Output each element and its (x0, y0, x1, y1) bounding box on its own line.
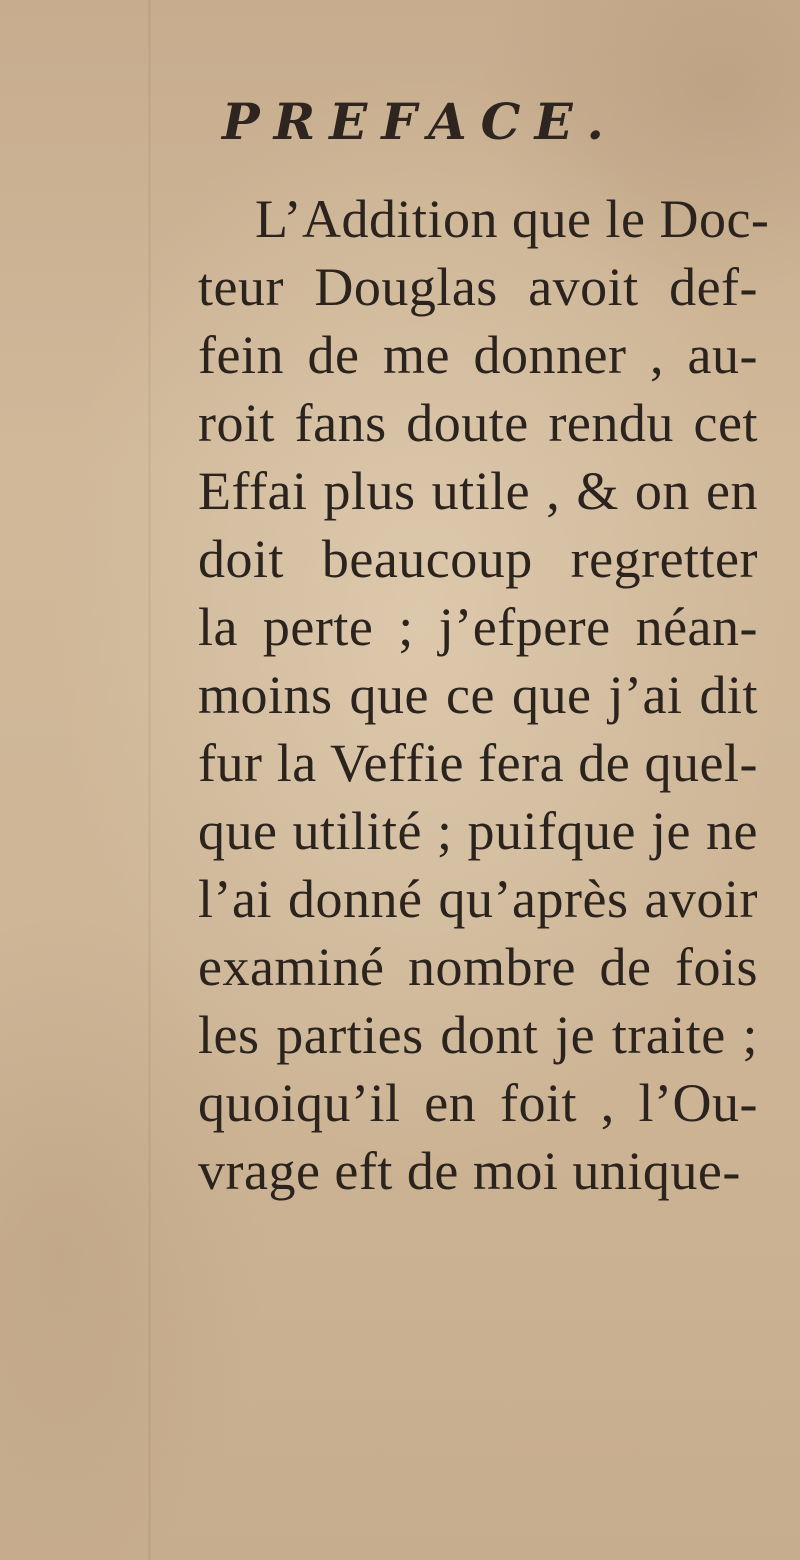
text-line: fur la Veffie fera de quel- (198, 733, 758, 793)
text-line: la perte ; j’efpere néan- (198, 597, 758, 657)
text-line: teur Douglas avoit def- (198, 257, 758, 317)
text-line: moins que ce que j’ai dit (198, 665, 758, 725)
text-line: examiné nombre de fois (198, 937, 758, 997)
text-line: fein de me donner , au- (198, 325, 758, 385)
text-line: les parties dont je traite ; (198, 1005, 758, 1065)
page-crease (148, 0, 151, 1560)
text-line: L’Addition que le Doc- (255, 189, 770, 249)
text-line: doit beaucoup regretter (198, 529, 758, 589)
page-title: PREFACE. (222, 92, 618, 151)
text-line: Effai plus utile , & on en (198, 461, 758, 521)
text-line: l’ai donné qu’après avoir (198, 869, 758, 929)
text-line: vrage eft de moi unique- (198, 1141, 741, 1201)
text-line: quoiqu’il en foit , l’Ou- (198, 1073, 758, 1133)
text-line: que utilité ; puifque je ne (198, 801, 758, 861)
text-line: roit fans doute rendu cet (198, 393, 758, 453)
